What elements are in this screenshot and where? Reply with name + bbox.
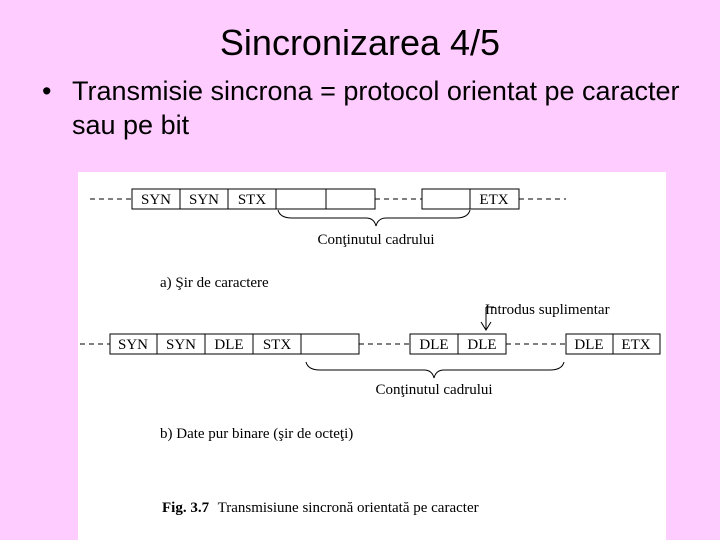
frame-diagram [78,172,666,540]
bullet-point [42,74,692,142]
bullet-symbol: • [42,76,52,106]
slide-title: Sincronizarea 4/5 [219,22,501,63]
field-label: DLE [467,337,497,353]
figure-number: Fig. 3.7 [162,500,210,516]
frame-cell [422,189,470,209]
field-label: SYN [165,337,197,353]
row-caption: b) Date pur binare (şir de octeţi) [160,426,354,442]
field-label: ETX [621,337,651,353]
inserted-label: Introdus suplimentar [485,302,610,318]
figure-caption-text: Transmisiune sincronă orientată pe caracter [217,500,479,516]
field-label: SYN [188,192,220,208]
figure-caption [162,500,479,516]
content-brace [306,362,564,378]
field-label: SYN [117,337,149,353]
field-label: STX [237,192,267,208]
field-label: SYN [140,192,172,208]
frame-diagram-figure [78,172,666,540]
brace-label: Conţinutul cadrului [317,232,435,248]
field-label: DLE [419,337,449,353]
field-label: DLE [574,337,604,353]
bullet-text: Transmisie sincrona = protocol orientat pe caracter sau pe bit [72,76,680,140]
brace-label: Conţinutul cadrului [375,382,493,398]
frame-cell [326,189,375,209]
content-brace [278,210,470,226]
row-caption: a) Şir de caractere [160,275,269,291]
frame-cell [301,334,359,354]
field-label: DLE [214,337,244,353]
field-label: STX [262,337,292,353]
field-label: ETX [479,192,509,208]
frame-cell [276,189,326,209]
